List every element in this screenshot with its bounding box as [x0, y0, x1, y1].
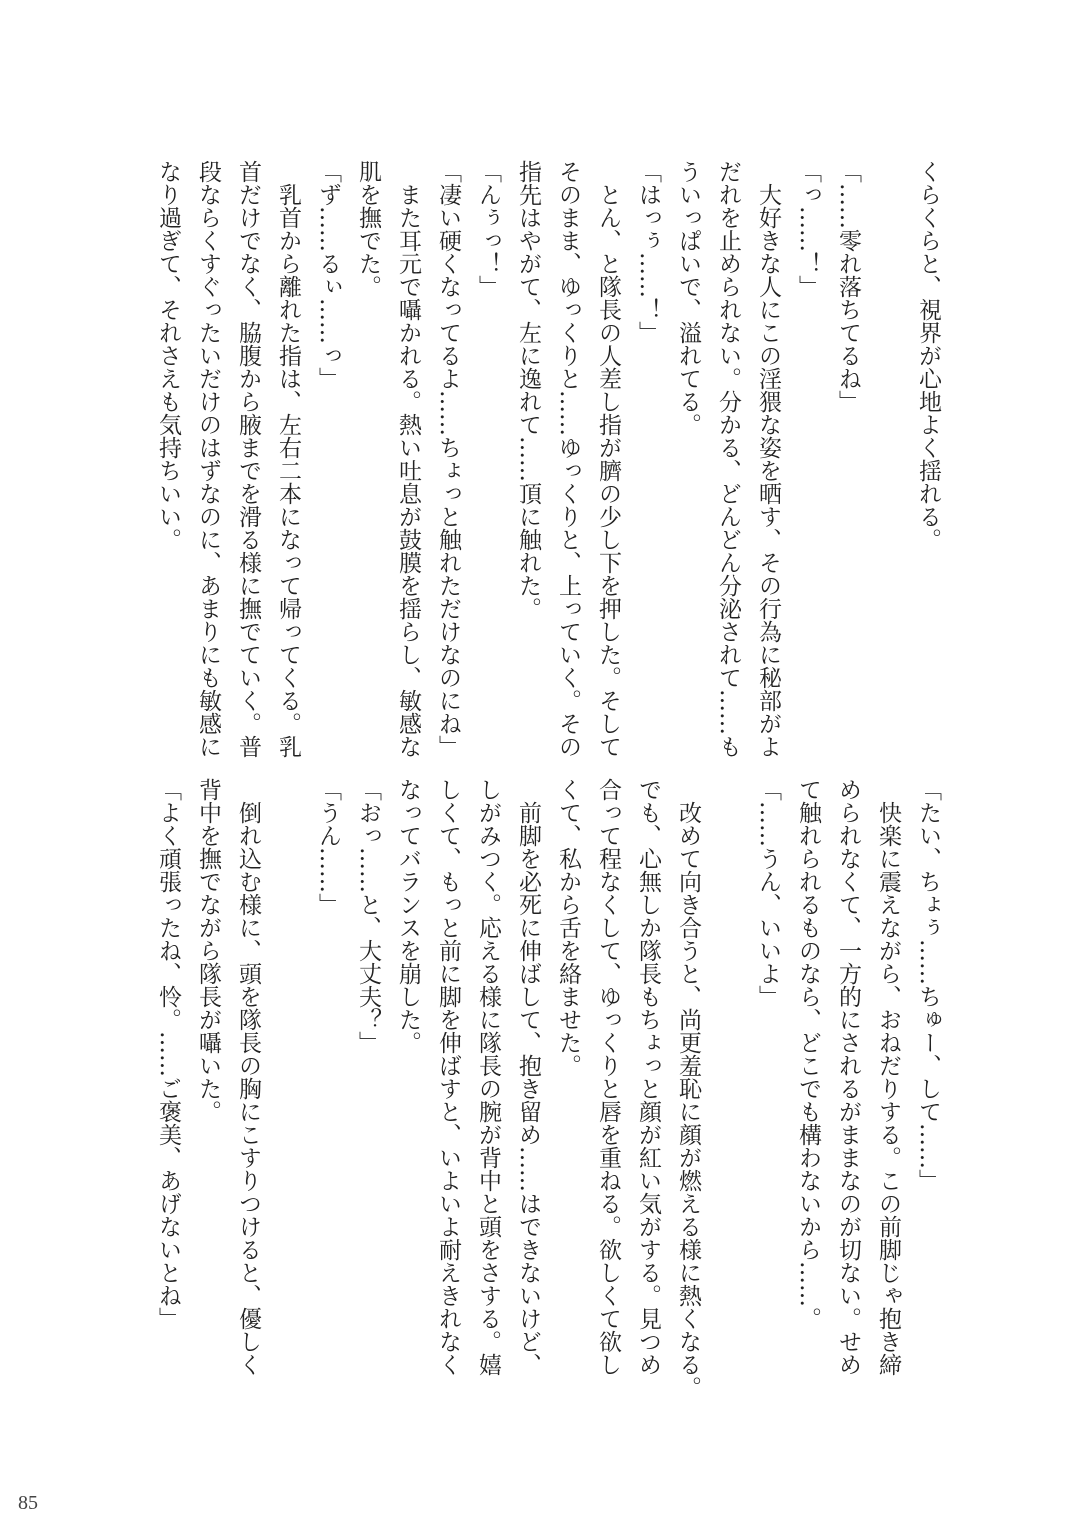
text-line: 「たい、ちょぅ……ちゅー、して……」: [915, 778, 941, 1192]
text-line: 「おっ……と、大丈夫？」: [355, 778, 381, 1054]
text-line: 「……零れ落ちてるね」: [835, 160, 861, 413]
text-line: 大好きな人にこの淫猥な姿を晒す、その行為に秘部がよ: [755, 160, 781, 758]
blank-line: [708, 778, 748, 1368]
text-line: 「ず……るぃ……っ」: [315, 160, 341, 390]
text-line: くらくらと、視界が心地よく揺れる。: [915, 160, 941, 551]
text-line: 「凄い硬くなってるよ……ちょっと触れただけなのにね」: [435, 160, 461, 758]
text-line: 前脚を必死に伸ばして、抱き留め……はできないけど、: [515, 778, 541, 1376]
text-line: 肌を撫でた。: [355, 160, 381, 298]
text-line: くて、私から舌を絡ませた。: [555, 778, 581, 1077]
text-line: 「よく頑張ったね、怜。……ご褒美、あげないとね」: [155, 778, 181, 1330]
text-line: 倒れ込む様に、頭を隊長の胸にこすりつけると、優しく: [235, 778, 261, 1376]
text-line: 段ならくすぐったいだけのはずなのに、あまりにも敏感に: [195, 160, 221, 758]
text-line: なり過ぎて、それさえも気持ちいい。: [155, 160, 181, 551]
text-line: 改めて向き合うと、尚更羞恥に顔が燃える様に熱くなる。: [675, 778, 701, 1399]
text-line: また耳元で囁かれる。熱い吐息が鼓膜を揺らし、敏感な: [395, 160, 421, 758]
page-number: 85: [18, 1492, 38, 1514]
text-line: 快楽に震えながら、おねだりする。この前脚じゃ抱き締: [875, 778, 901, 1376]
text-line: 「はっぅ……！」: [635, 160, 661, 344]
text-line: められなくて、一方的にされるがままなのが切ない。せめ: [835, 778, 861, 1376]
text-line: そのまま、ゆっくりと……ゆっくりと、上っていく。その: [555, 160, 581, 758]
blank-line: [868, 160, 908, 750]
text-line: 「んぅっ！」: [475, 160, 501, 298]
upper-text-block: [148, 160, 948, 758]
text-line: 首だけでなく、脇腹から腋までを滑る様に撫でていく。普: [235, 160, 261, 758]
text-line: 「っ……！」: [795, 160, 821, 298]
text-line: 指先はやがて、左に逸れて……頂に触れた。: [515, 160, 541, 620]
text-line: 背中を撫でながら隊長が囁いた。: [195, 778, 221, 1123]
text-line: とん、と隊長の人差し指が臍の少し下を押した。そして: [595, 160, 621, 758]
text-line: でも、心無しか隊長もちょっと顔が紅い気がする。見つめ: [635, 778, 661, 1376]
text-line: ういっぱいで、溢れてる。: [675, 160, 701, 436]
text-line: しくて、もっと前に脚を伸ばすと、いよいよ耐えきれなく: [435, 778, 461, 1376]
text-line: 乳首から離れた指は、左右二本になって帰ってくる。乳: [275, 160, 301, 758]
text-line: なってバランスを崩した。: [395, 778, 421, 1054]
text-line: 「うん……」: [315, 778, 341, 916]
text-line: 「……うん、いいよ」: [755, 778, 781, 1008]
text-line: しがみつく。応える様に隊長の腕が背中と頭をさする。嬉: [475, 778, 501, 1376]
text-line: て触れられるものなら、どこでも構わないから……。: [795, 778, 821, 1330]
text-line: 合って程なくして、ゆっくりと唇を重ねる。欲しくて欲し: [595, 778, 621, 1376]
lower-text-block: [148, 778, 948, 1399]
blank-line: [268, 778, 308, 1368]
text-line: だれを止められない。分かる、どんどん分泌されて……も: [715, 160, 741, 758]
